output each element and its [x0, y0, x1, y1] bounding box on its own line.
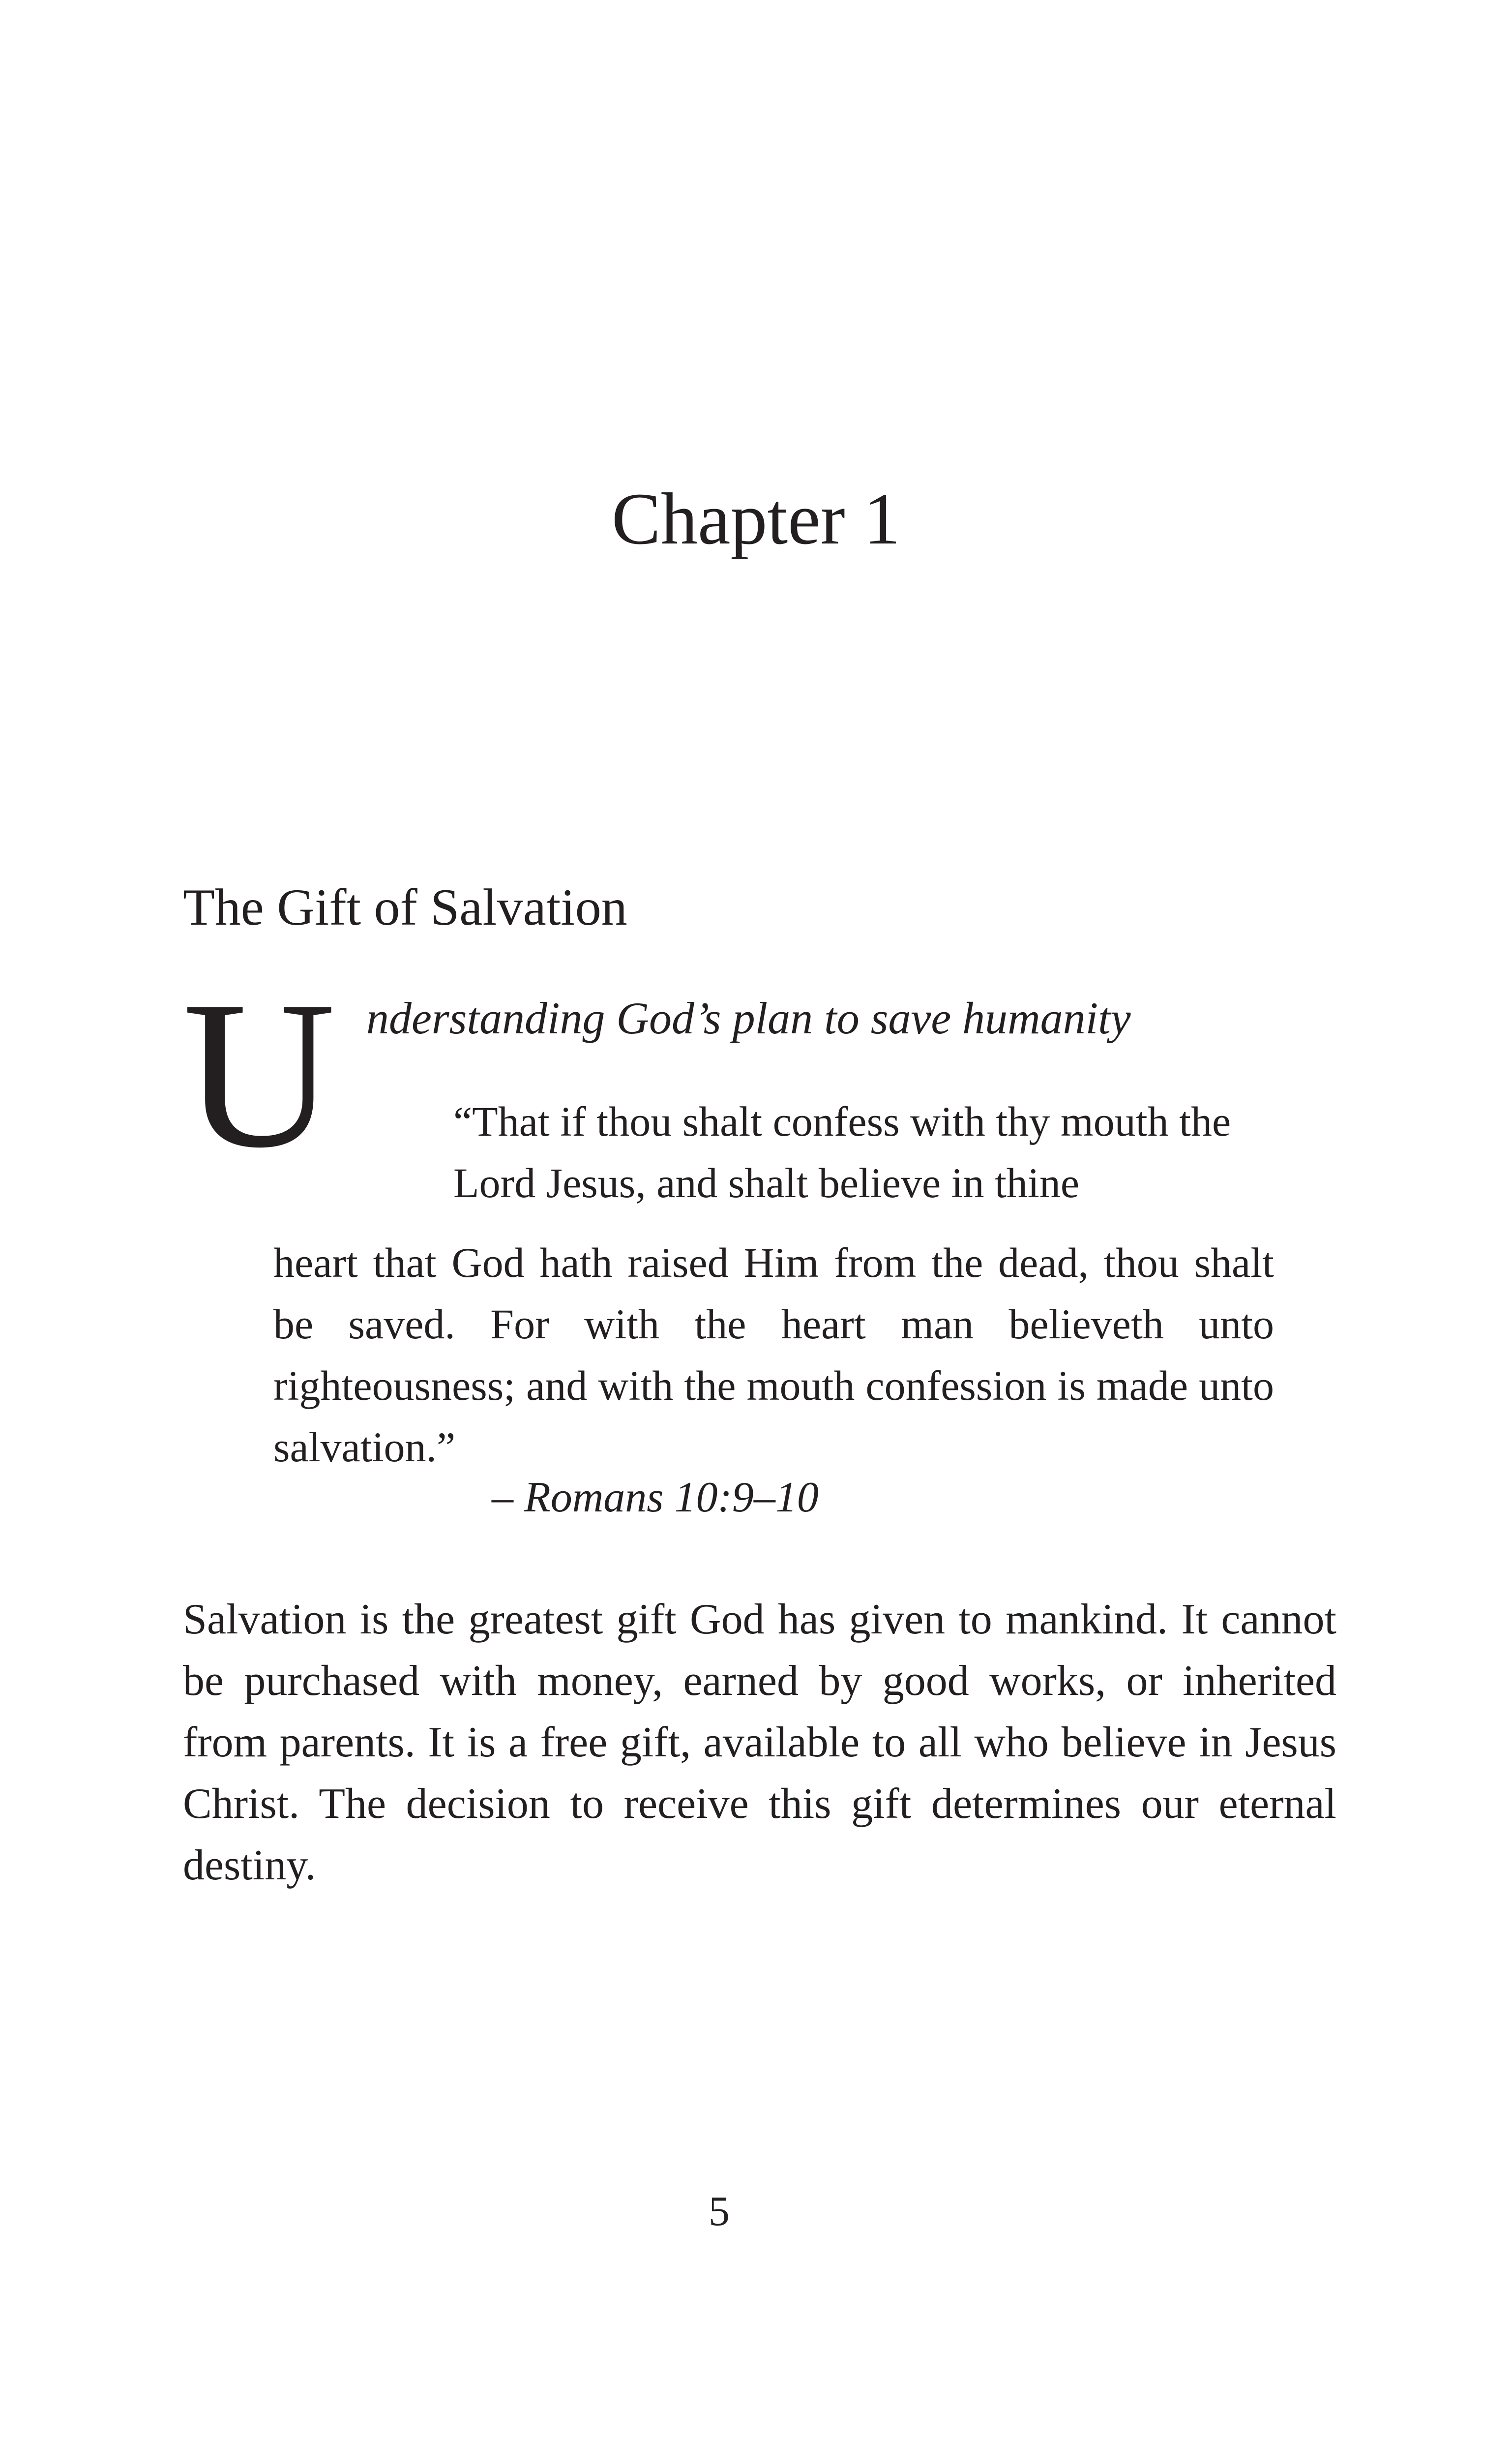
- chapter-title: Chapter 1: [611, 478, 901, 560]
- body-paragraph: Salvation is the greatest gift God has given to mankind. It cannot be purchased with money, earned by good works, or inherited from parents. It is a free gift, available to all who believe in Jesus Christ. The decision to receive this gift determines our eternal destiny.: [183, 1596, 1336, 1889]
- quote-line-2: Lord Jesus, and shalt believe in thine: [453, 1159, 1079, 1206]
- section-title: The Gift of Salvation: [183, 878, 627, 936]
- quote-line-1: “That if thou shalt confess with thy mouth the: [453, 1098, 1231, 1145]
- section-subtitle: nderstanding God’s plan to save humanity: [366, 993, 1131, 1043]
- scripture-quote: heart that God hath raised Him from the dead, thou shalt be saved. For with the heart man believeth unto righteousness; and with the mouth confession is made unto salvation.”: [273, 1239, 1274, 1471]
- page-number: 5: [709, 2187, 730, 2234]
- drop-cap: U: [183, 958, 336, 1192]
- quote-attribution: – Romans 10:9–10: [492, 1474, 819, 1521]
